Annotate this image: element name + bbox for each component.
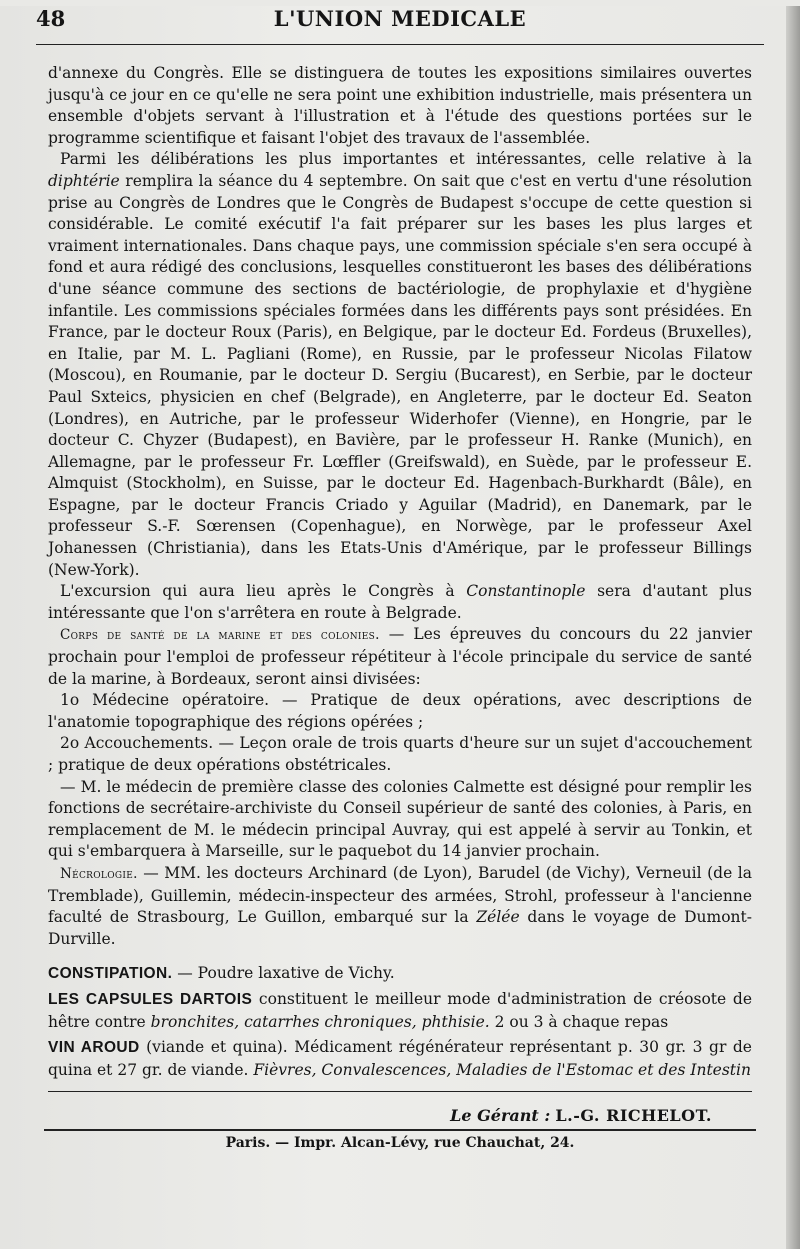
journal-title: L'UNION MEDICALE [273,6,527,31]
paragraph-calmette-appointment: — M. le médecin de première classe des colonies Calmette est désigné pour remplir les fonctions de secrétaire-archiviste du Conseil supérieur de santé des colonies, à Paris, en remplacement de M. le médecin principal Auvray, qui est appelé à servir au Tonkin, et qui s'embarquera à Marseille, sur le paquebot du 14 janvier prochain. [48,777,752,861]
gerant-name: L.-G. RICHELOT. [555,1106,712,1126]
paragraph-obstetrics-exam: 2o Accouchements. — Leçon orale de trois quarts d'heure sur un sujet d'accouchement ; pratique de deux opérations obstétricales. [48,734,752,774]
excursion-text-a: L'excursion qui aura lieu après le Congrès à [60,582,467,601]
constantinople-term: Constantinople [466,582,586,601]
ad-vin-aroud-heading: VIN AROUD [48,1039,140,1057]
printer-imprint: Paris. — Impr. Alcan-Lévy, rue Chauchat, 24. [225,1135,575,1152]
diphtheria-intro: Parmi les délibérations les plus importantes et intéressantes, celle relative à la [60,150,752,169]
printer-rule [44,1129,756,1131]
book-spine-shadow [786,6,800,1249]
ad-constipation [48,962,752,985]
paragraph-excursion [48,581,752,624]
paragraph-diphtheria [48,149,752,581]
ad-capsules-diseases: bronchites, catarrhes chroniques, phthisie. [150,1013,490,1032]
ad-capsules-dosage: 2 ou 3 à chaque repas [489,1013,669,1032]
footer-rule [48,1091,752,1092]
advertisements [48,962,752,1081]
journal-page [0,6,800,1249]
excursion-text-b: sera d'autant plus intéressante que l'on s'arrêtera en route à Belgrade. [48,582,752,622]
paragraph-necrology [48,863,752,950]
paragraph-surgery-exam: 1o Médecine opératoire. — Pratique de deux opérations, avec descriptions de l'anatomie topographique des régions opérées ; [48,691,752,731]
ship-name: Zélée [476,908,520,927]
header-rule [36,44,764,45]
article-body [48,63,752,950]
paragraph-navy-health-corps [48,624,752,690]
necrology-text-b: dans le voyage de Dumont-Durville. [48,908,752,948]
ad-capsules-dartois [48,988,752,1033]
ad-constipation-heading: CONSTIPATION. [48,965,173,983]
gerant-label: Le Gérant : [450,1106,551,1126]
necrology-heading: Nécrologie. [60,865,138,882]
ad-capsules-heading: LES CAPSULES DARTOIS [48,991,253,1009]
necrology-text-a: — MM. les docteurs Archinard (de Lyon), Barudel (de Vichy), Verneuil (de la Tremblade), Guillemin, médecin-inspecteur des armées, Strohl, professeur à l'ancienne faculté de Strasbourg, Le Guillon, embarqué sur la [48,863,752,927]
ad-constipation-text: — Poudre laxative de Vichy. [172,964,395,983]
page-header [36,6,752,40]
ad-vin-aroud-indications: Fièvres, Convalescences, Maladies de l'Estomac et des Intestin [253,1061,751,1080]
ad-vin-aroud-text: (viande et quina). Médicament régénérateur représentant p. 30 gr. 3 gr de quina et 27 gr. de viande. [48,1038,752,1080]
gerant-line [48,1106,752,1125]
navy-section-heading: Corps de santé de la marine et des colonies. [60,627,380,644]
diphtheria-commissions: remplira la séance du 4 septembre. On sait que c'est en vertu d'une résolution prise au Congrès de Londres que le Congrès de Budapest s'occupe de cette question si considérable. Le comité exécutif l'a fait préparer sur les bases les plus larges et vraiment internationales. Dans chaque pays, une commission spéciale s'en sera occupé à fond et aura rédigé des conclusions, lesquelles constitueront les bases des délibérations d'une séance commune des sections de bactériologie, de prophylaxie et d'hygiène infantile. Les commissions spéciales formées dans les différents pays sont présidées. En France, par le docteur Roux (Paris), en Belgique, par le docteur Ed. Fordeus (Bruxelles), en Italie, par M. L. Pagliani (Rome), en Russie, par le professeur Nicolas Filatow (Moscou), en Roumanie, par le docteur D. Sergiu (Bucarest), en Serbie, par le docteur Paul Sxteics, physicien en chef (Belgrade), en Angleterre, par le docteur Ed. Seaton (Londres), en Autriche, par le professeur Widerhofer (Vienne), en Hongrie, par le docteur C. Chyzer (Budapest), en Bavière, par le professeur H. Ranke (Munich), en Allemagne, par le professeur Fr. Lœffler (Greifswald), en Suède, par le professeur E. Almquist (Stockholm), en Suisse, par le docteur Ed. Hagenbach-Burkhardt (Bâle), en Espagne, par le docteur Francis Criado y Aguilar (Madrid), en Danemark, par le professeur S.-F. Sœrensen (Copenhague), en Norwège, par le professeur Axel Johanessen (Christiania), dans les Etats-Unis d'Amérique, par le professeur Billings (New-York). [48,171,752,579]
paragraph-congress-exhibition: d'annexe du Congrès. Elle se distinguera de toutes les expositions similaires ouvertes jusqu'à ce jour en ce qu'elle ne sera point une exhibition industrielle, mais présentera un ensemble d'objets servant à l'illustration et à l'étude des questions portées sur le programme scientifique et faisant l'objet des travaux de l'assemblée. [48,64,752,147]
ad-vin-aroud [48,1036,752,1081]
navy-section-text: — Les épreuves du concours du 22 janvier prochain pour l'emploi de professeur répétiteur à l'école principale du service de santé de la marine, à Bordeaux, seront ainsi divisées: [48,625,752,688]
ad-capsules-text: constituent le meilleur mode d'administration de créosote de hêtre contre [48,990,752,1032]
page-number: 48 [36,6,66,31]
diphtheria-term: diphtérie [48,171,120,190]
